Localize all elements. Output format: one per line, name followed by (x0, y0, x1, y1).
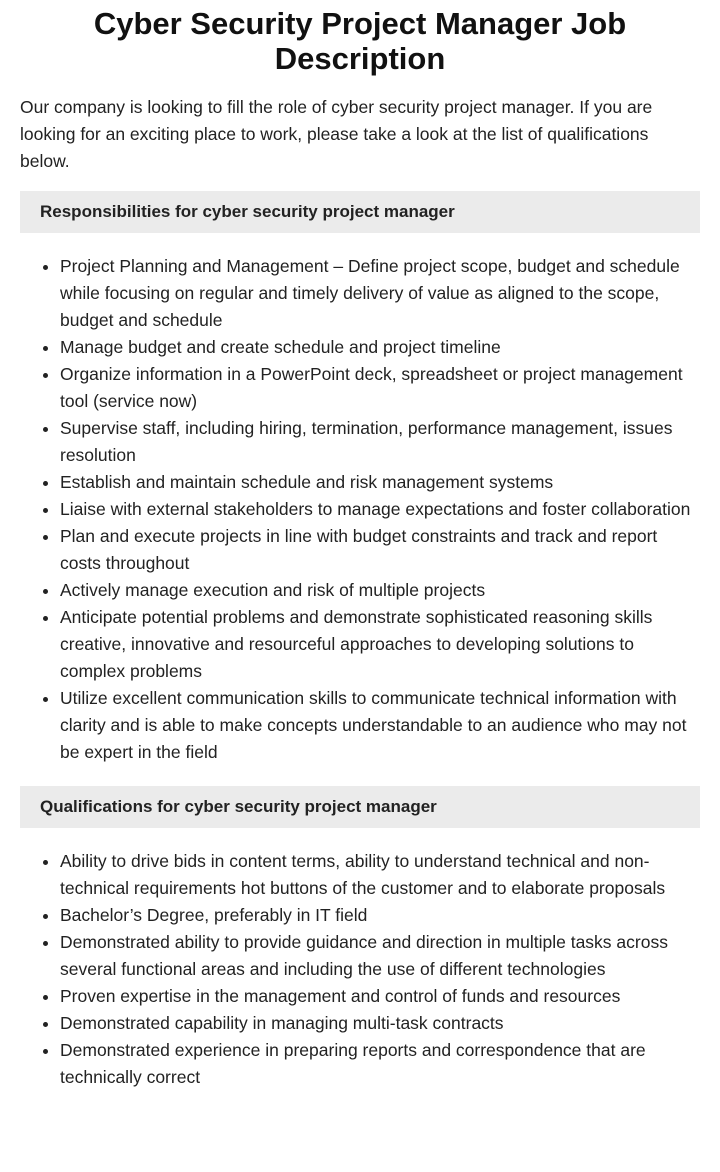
intro-text: Our company is looking to fill the role of cyber security project manager. If you are looking for an exciting place to work, please take a look at the list of qualifications below. (20, 97, 653, 171)
list-item: • Actively manage execution and risk of multiple projects (60, 577, 700, 604)
list-item: • Demonstrated capability in managing multi-task contracts (60, 1010, 700, 1037)
list-item: • Plan and execute projects in line with budget constraints and track and report costs throughout (60, 523, 700, 577)
list-item: • Project Planning and Management – Define project scope, budget and schedule while focusing on regular and timely delivery of value as aligned to the scope, budget and schedule (60, 253, 700, 334)
responsibilities-list (20, 253, 700, 766)
qualifications-list (20, 848, 700, 1091)
list-item: • Establish and maintain schedule and risk management systems (60, 469, 700, 496)
list-item: • Liaise with external stakeholders to manage expectations and foster collaboration (60, 496, 700, 523)
list-item: • Organize information in a PowerPoint deck, spreadsheet or project management tool (service now) (60, 361, 700, 415)
list-item: • Anticipate potential problems and demonstrate sophisticated reasoning skills creative, innovative and resourceful approaches to developing solutions to complex problems (60, 604, 700, 685)
list-item: • Demonstrated ability to provide guidance and direction in multiple tasks across several functional areas and including the use of different technologies (60, 929, 700, 983)
qualifications-heading: Qualifications for cyber security project manager (20, 786, 700, 828)
list-item: • Proven expertise in the management and control of funds and resources (60, 983, 700, 1010)
list-item: • Ability to drive bids in content terms, ability to understand technical and non-technical requirements hot buttons of the customer and to elaborate proposals (60, 848, 700, 902)
list-item: • Demonstrated experience in preparing reports and correspondence that are technically correct (60, 1037, 700, 1091)
list-item: • Utilize excellent communication skills to communicate technical information with clarity and is able to make concepts understandable to an audience who may not be expert in the field (60, 685, 700, 766)
list-item: • Manage budget and create schedule and project timeline (60, 334, 700, 361)
list-item: • Supervise staff, including hiring, termination, performance management, issues resolution (60, 415, 700, 469)
responsibilities-heading: Responsibilities for cyber security project manager (20, 191, 700, 233)
job-description (0, 6, 720, 1091)
list-item: • Bachelor’s Degree, preferably in IT field (60, 902, 700, 929)
page-title: Cyber Security Project Manager Job Description (93, 6, 627, 76)
